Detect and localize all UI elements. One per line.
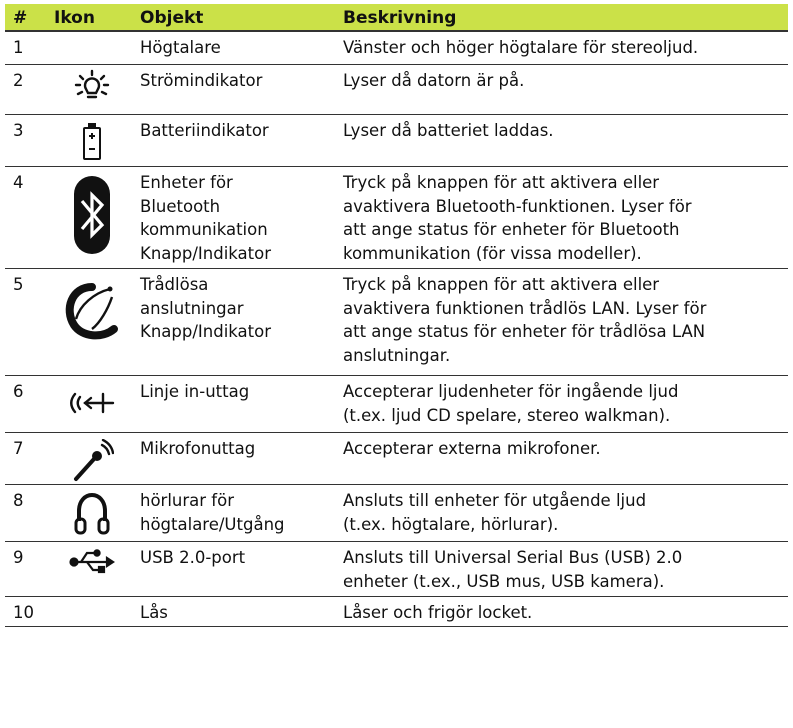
row-object: Enheter för Bluetooth kommunikation Knapp/Indikator xyxy=(140,173,272,263)
power-light-icon xyxy=(54,67,130,107)
row-description: Tryck på knappen för att aktivera eller avaktivera funktionen trådlös LAN. Lyser för att ange status för enheter för trådlösa LAN anslutningar. xyxy=(343,275,707,365)
header-object: Objekt xyxy=(140,8,204,28)
table-row xyxy=(5,376,788,433)
row-description: Ansluts till enheter för utgående ljud (t.ex. högtalare, hörlurar). xyxy=(343,491,647,534)
row-number: 3 xyxy=(13,121,24,140)
row-number: 9 xyxy=(13,548,24,567)
table-row xyxy=(5,597,788,627)
row-description: Lyser då datorn är på. xyxy=(343,71,525,90)
row-object: Högtalare xyxy=(140,38,221,57)
row-description: Vänster och höger högtalare för stereoljud. xyxy=(343,38,699,57)
header-description: Beskrivning xyxy=(343,8,457,28)
table-row xyxy=(5,269,788,376)
header-icon: Ikon xyxy=(54,8,95,28)
table-header xyxy=(5,4,788,32)
bluetooth-icon xyxy=(54,175,130,255)
table-row xyxy=(5,485,788,542)
row-number: 10 xyxy=(13,603,34,622)
table-row xyxy=(5,115,788,167)
row-description: Accepterar externa mikrofoner. xyxy=(343,439,601,458)
row-description: Tryck på knappen för att aktivera eller avaktivera Bluetooth-funktionen. Lyser för att ange status för enheter för Bluetooth kommunikation (för vissa modeller). xyxy=(343,173,692,263)
table-row xyxy=(5,32,788,65)
battery-icon xyxy=(54,123,130,161)
row-number: 2 xyxy=(13,71,24,90)
table-row xyxy=(5,167,788,269)
row-description: Låser och frigör locket. xyxy=(343,603,533,622)
row-object: Lås xyxy=(140,603,168,622)
row-object: hörlurar för högtalare/Utgång xyxy=(140,491,285,534)
row-number: 8 xyxy=(13,491,24,510)
spec-table xyxy=(5,4,788,627)
usb-icon xyxy=(54,546,130,576)
row-description: Lyser då batteriet laddas. xyxy=(343,121,554,140)
row-number: 7 xyxy=(13,439,24,458)
row-object: Batteriindikator xyxy=(140,121,269,140)
header-number: # xyxy=(13,8,28,28)
row-object: Strömindikator xyxy=(140,71,263,90)
microphone-icon xyxy=(54,439,130,483)
line-in-icon xyxy=(54,388,130,418)
row-object: Mikrofonuttag xyxy=(140,439,256,458)
row-description: Accepterar ljudenheter för ingående ljud (t.ex. ljud CD spelare, stereo walkman). xyxy=(343,382,679,425)
row-object: USB 2.0-port xyxy=(140,548,246,567)
row-number: 4 xyxy=(13,173,24,192)
table-row xyxy=(5,433,788,485)
row-number: 1 xyxy=(13,38,24,57)
table-row xyxy=(5,65,788,115)
row-object: Trådlösa anslutningar Knapp/Indikator xyxy=(140,275,272,341)
row-number: 6 xyxy=(13,382,24,401)
row-number: 5 xyxy=(13,275,24,294)
table-row xyxy=(5,542,788,597)
row-object: Linje in-uttag xyxy=(140,382,250,401)
headphones-icon xyxy=(54,491,130,535)
row-description: Ansluts till Universal Serial Bus (USB) 2.0 enheter (t.ex., USB mus, USB kamera). xyxy=(343,548,683,591)
wireless-icon xyxy=(54,279,130,343)
